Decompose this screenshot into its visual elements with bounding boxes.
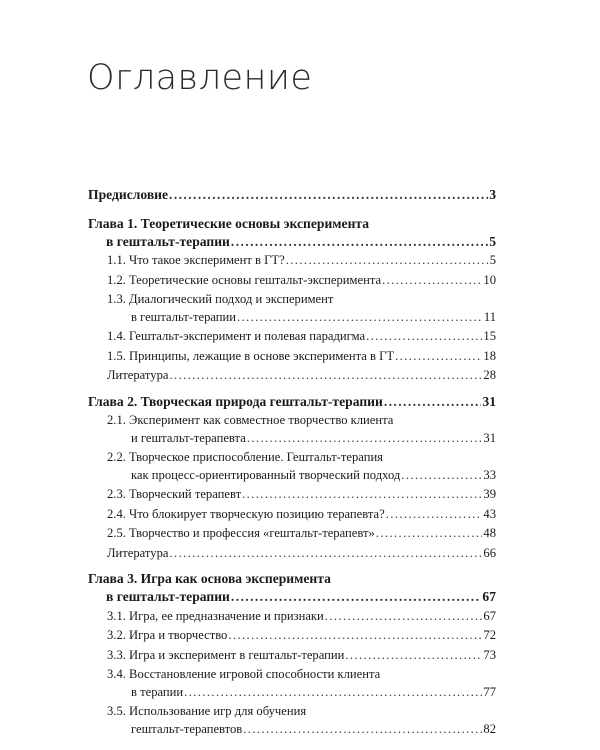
toc-chapter-3 [88, 570, 496, 738]
leader-dots [247, 430, 483, 448]
chapter-title-line2: в гештальт-терапии [106, 589, 230, 604]
section-label: Литература [107, 545, 169, 560]
leader-dots [242, 486, 482, 504]
section-label: Литература [107, 368, 169, 382]
section-page: 5 [489, 253, 496, 267]
toc-entry-page: 3 [489, 187, 496, 202]
toc-section-literature[interactable] [88, 545, 496, 563]
toc-section[interactable] [88, 608, 496, 626]
section-label: 2.1. Эксперимент как совместное творчество клиента [107, 413, 394, 427]
toc-entry-preface[interactable] [88, 186, 496, 204]
chapter-title[interactable]: Глава 1. Теоретические основы эксперимента [88, 215, 370, 231]
section-label: 2.4. Что блокирует творческую позицию терапевта? [107, 506, 385, 521]
leader-dots [382, 272, 482, 290]
toc-section[interactable] [88, 525, 496, 543]
table-of-contents [88, 186, 496, 746]
section-label: 1.3. Диалогический подход и эксперимент [107, 292, 334, 306]
section-page: 11 [483, 309, 496, 324]
section-label-line2: и гештальт-терапевта [131, 430, 246, 445]
toc-section[interactable] [88, 666, 496, 701]
chapter-title[interactable]: Глава 3. Игра как основа эксперимента [88, 571, 331, 586]
section-label-line2: как процесс-ориентированный творческий подход [131, 467, 401, 482]
leader-dots [243, 721, 482, 739]
section-page: 10 [483, 272, 496, 287]
section-label: 3.2. Игра и творчество [107, 628, 228, 642]
section-label-line2: гештальт-терапевтов [131, 721, 243, 736]
leader-dots [169, 186, 488, 204]
chapter-title-continuation[interactable] [88, 588, 496, 606]
leader-dots [228, 627, 482, 645]
toc-section[interactable] [88, 627, 496, 645]
toc-section[interactable] [88, 252, 496, 270]
toc-section[interactable] [88, 348, 496, 366]
section-page: 28 [483, 368, 496, 382]
chapter-title-line1: Глава 2. Творческая природа гештальт-терапии [88, 393, 383, 409]
leader-dots [231, 233, 488, 251]
toc-section[interactable] [88, 272, 496, 290]
chapter-page: 5 [489, 233, 496, 249]
toc-section[interactable] [88, 328, 496, 346]
section-label: 1.2. Теоретические основы гештальт-эксперимента [107, 272, 382, 287]
leader-dots [237, 309, 483, 327]
section-page: 72 [483, 628, 496, 642]
toc-section[interactable] [88, 703, 496, 738]
section-page: 39 [483, 487, 496, 501]
toc-section[interactable] [88, 486, 496, 504]
toc-chapter-2 [88, 393, 496, 563]
section-label: 3.3. Игра и эксперимент в гештальт-терапии [107, 647, 345, 662]
section-page: 73 [483, 647, 496, 662]
section-page: 43 [483, 506, 496, 521]
section-page: 77 [483, 684, 496, 699]
leader-dots [184, 684, 482, 702]
toc-section[interactable] [88, 291, 496, 326]
section-label: 3.4. Восстановление игровой способности клиента [107, 667, 381, 681]
section-label-line2: в гештальт-терапии [131, 309, 237, 324]
chapter-page: 31 [482, 393, 496, 409]
section-label: 3.5. Использование игр для обучения [107, 704, 307, 718]
toc-section[interactable] [88, 412, 496, 447]
section-page: 67 [483, 608, 496, 623]
section-label: 2.3. Творческий терапевт [107, 487, 242, 501]
toc-section[interactable] [88, 449, 496, 484]
leader-dots [376, 525, 483, 543]
leader-dots [286, 252, 489, 270]
section-page: 31 [483, 430, 496, 445]
leader-dots [169, 367, 482, 385]
leader-dots [169, 545, 482, 563]
section-label: 1.4. Гештальт-эксперимент и полевая парадигма [107, 329, 366, 343]
toc-section[interactable] [88, 647, 496, 665]
toc-section-literature[interactable] [88, 367, 496, 385]
section-page: 18 [483, 348, 496, 363]
section-label-line2: в терапии [131, 684, 184, 699]
leader-dots [325, 608, 483, 626]
section-label: 3.1. Игра, ее предназначение и признаки [107, 608, 324, 623]
chapter-title[interactable] [88, 393, 496, 411]
leader-dots [345, 647, 482, 665]
toc-section[interactable] [88, 506, 496, 524]
chapter-title-line2: в гештальт-терапии [106, 233, 230, 249]
page-title: Оглавление [87, 58, 313, 98]
section-page: 82 [483, 721, 496, 736]
section-page: 15 [483, 329, 496, 343]
leader-dots [395, 348, 482, 366]
leader-dots [231, 588, 482, 606]
section-label: 2.5. Творчество и профессия «гештальт-терапевт» [107, 526, 375, 540]
section-label: 1.1. Что такое эксперимент в ГТ? [107, 253, 285, 267]
leader-dots [366, 328, 482, 346]
section-page: 33 [483, 467, 496, 482]
leader-dots [401, 467, 482, 485]
chapter-page: 67 [482, 589, 496, 604]
toc-entry-label: Предисловие [88, 187, 169, 202]
section-page: 66 [483, 545, 496, 560]
leader-dots [386, 506, 483, 524]
section-page: 48 [483, 526, 496, 540]
leader-dots [384, 393, 482, 411]
section-label: 1.5. Принципы, лежащие в основе эксперимента в ГТ [107, 348, 395, 363]
toc-chapter-1 [88, 215, 496, 385]
section-label: 2.2. Творческое приспособление. Гештальт-терапия [107, 450, 383, 464]
chapter-title-continuation[interactable] [88, 233, 496, 251]
